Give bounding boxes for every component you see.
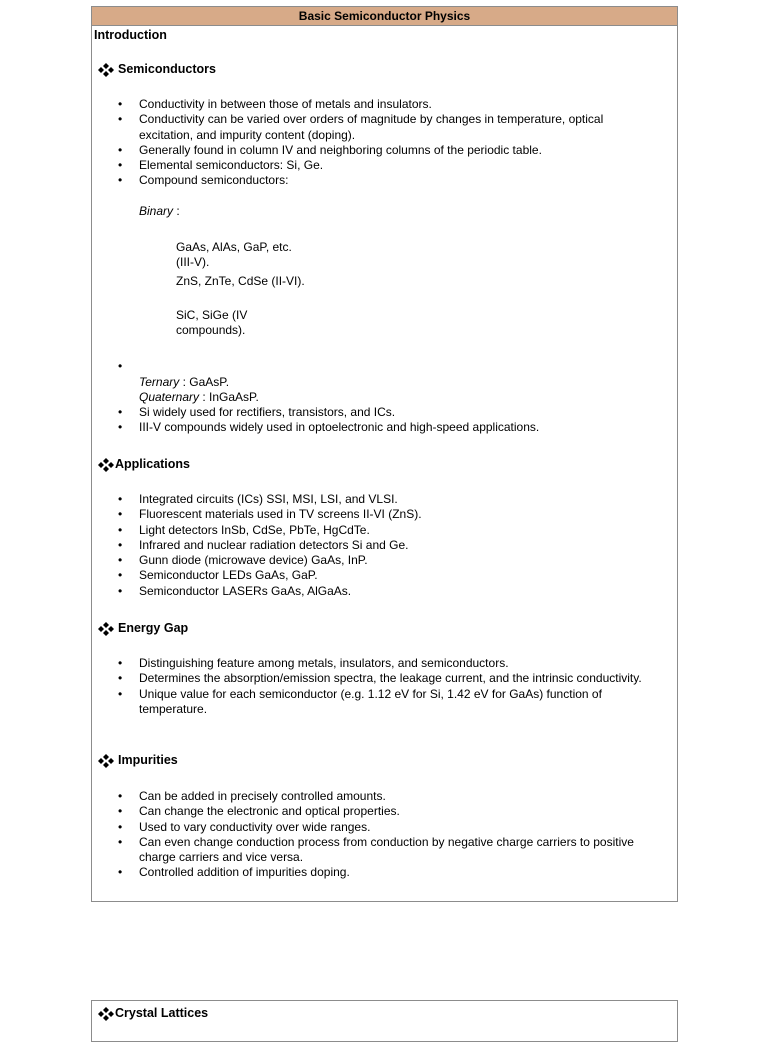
crystal-lattices-heading bbox=[98, 1006, 208, 1021]
list-item: • Si widely used for rectifiers, transistors, and ICs. bbox=[118, 405, 648, 420]
binary-label-text: Binary bbox=[139, 204, 174, 218]
ternary-line bbox=[139, 375, 229, 390]
list-item: • Conductivity can be varied over orders of magnitude by changes in temperature, optical excitation, and impurity content (doping). bbox=[118, 112, 648, 143]
list-item: • Semiconductor LASERs GaAs, AlGaAs. bbox=[118, 584, 648, 599]
list-item: • Light detectors InSb, CdSe, PbTe, HgCdTe. bbox=[118, 523, 648, 538]
panel-title: Basic Semiconductor Physics bbox=[92, 7, 677, 26]
semiconductors-list bbox=[118, 97, 648, 189]
list-item: • Integrated circuits (ICs) SSI, MSI, LSI, and VLSI. bbox=[118, 492, 648, 507]
binary-compound-1: GaAs, AlAs, GaP, etc. (III-V). bbox=[176, 240, 292, 270]
crystal-lattices-heading-label: Crystal Lattices bbox=[115, 1006, 209, 1020]
quaternary-label: Quaternary bbox=[139, 390, 200, 404]
binary-compound-3: SiC, SiGe (IV compounds). bbox=[176, 308, 248, 338]
binary-compound-2: ZnS, ZnTe, CdSe (II-VI). bbox=[176, 274, 305, 288]
list-item: • Compound semiconductors: bbox=[118, 173, 648, 188]
binary-label bbox=[139, 204, 180, 219]
list-item: • Fluorescent materials used in TV screens II-VI (ZnS). bbox=[118, 507, 648, 522]
list-item: • Can even change conduction process from conduction by negative charge carriers to positive charge carriers and vice versa. bbox=[118, 835, 648, 866]
semiconductors-heading bbox=[98, 62, 216, 77]
list-item: • Can change the electronic and optical properties. bbox=[118, 804, 648, 819]
diamond-bullet-icon bbox=[98, 1007, 114, 1021]
semiconductor-physics-panel bbox=[91, 6, 678, 902]
list-item: • Can be added in precisely controlled amounts. bbox=[118, 789, 648, 804]
diamond-bullet-icon bbox=[98, 754, 114, 768]
diamond-bullet-icon bbox=[98, 458, 114, 472]
semiconductors-more-list bbox=[118, 405, 648, 436]
impurities-heading-label: Impurities bbox=[118, 753, 178, 767]
applications-heading bbox=[98, 457, 190, 472]
ternary-label: Ternary bbox=[139, 375, 180, 389]
applications-list bbox=[118, 492, 648, 599]
list-item: • Determines the absorption/emission spectra, the leakage current, and the intrinsic conductivity. bbox=[118, 671, 648, 686]
impurities-heading bbox=[98, 753, 178, 768]
applications-heading-label: Applications bbox=[115, 457, 191, 471]
list-item: • III-V compounds widely used in optoelectronic and high-speed applications. bbox=[118, 420, 648, 435]
energy-gap-heading bbox=[98, 621, 188, 636]
crystal-lattices-panel bbox=[91, 1000, 678, 1042]
list-item: • Generally found in column IV and neighboring columns of the periodic table. bbox=[118, 143, 648, 158]
binary-colon: : bbox=[173, 204, 180, 218]
quaternary-value: : InGaAsP. bbox=[199, 390, 259, 404]
energy-gap-list bbox=[118, 656, 648, 717]
list-item: • Gunn diode (microwave device) GaAs, InP. bbox=[118, 553, 648, 568]
diamond-bullet-icon bbox=[98, 622, 114, 636]
list-item: • Conductivity in between those of metals and insulators. bbox=[118, 97, 648, 112]
ternary-value: : GaAsP. bbox=[179, 375, 230, 389]
diamond-bullet-icon bbox=[98, 63, 114, 77]
quaternary-line bbox=[139, 390, 259, 405]
list-item: • Infrared and nuclear radiation detectors Si and Ge. bbox=[118, 538, 648, 553]
list-item: • Semiconductor LEDs GaAs, GaP. bbox=[118, 568, 648, 583]
list-item: • Used to vary conductivity over wide ranges. bbox=[118, 820, 648, 835]
list-item: • Controlled addition of impurities doping. bbox=[118, 865, 648, 880]
list-item: • Unique value for each semiconductor (e.g. 1.12 eV for Si, 1.42 eV for GaAs) function of temperature. bbox=[118, 687, 648, 718]
empty-bullet: • bbox=[118, 359, 123, 373]
impurities-list bbox=[118, 789, 648, 881]
list-item: • Elemental semiconductors: Si, Ge. bbox=[118, 158, 648, 173]
introduction-heading: Introduction bbox=[94, 28, 167, 42]
semiconductors-heading-label: Semiconductors bbox=[118, 62, 216, 76]
energy-gap-heading-label: Energy Gap bbox=[118, 621, 189, 635]
list-item: • Distinguishing feature among metals, insulators, and semiconductors. bbox=[118, 656, 648, 671]
